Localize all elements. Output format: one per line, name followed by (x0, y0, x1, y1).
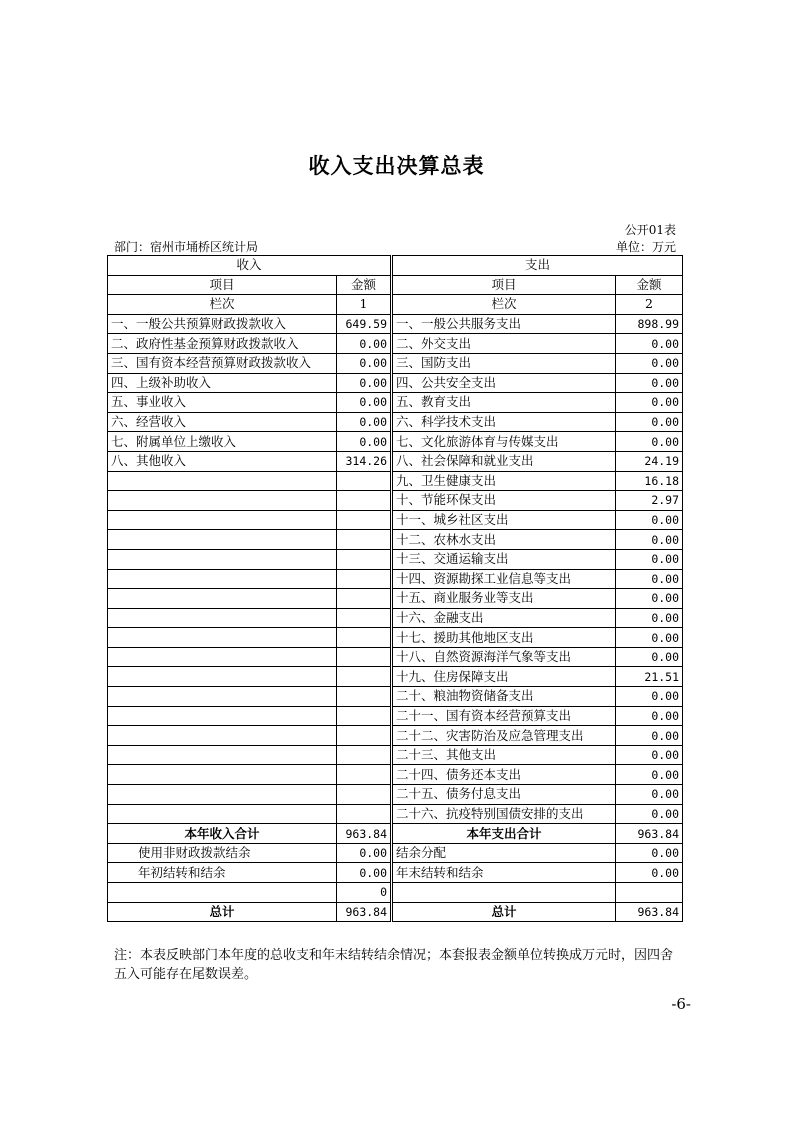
income-item (108, 706, 337, 726)
income-item (108, 491, 337, 511)
expense-item: 十六、金融支出 (392, 608, 616, 628)
income-item: 五、事业收入 (108, 393, 337, 413)
expense-item: 三、国防支出 (392, 353, 616, 373)
income-item (108, 589, 337, 609)
expense-amount: 16.18 (616, 471, 683, 491)
department-label: 部门：宿州市埇桥区统计局 (114, 240, 259, 254)
income-amount: 0.00 (337, 432, 392, 452)
income-amount (337, 530, 392, 550)
table-row (108, 765, 683, 785)
expense-item: 十四、资源勘探工业信息等支出 (392, 569, 616, 589)
expense-amount: 0.00 (616, 510, 683, 530)
income-total-label: 本年收入合计 (108, 824, 337, 844)
income-item (108, 667, 337, 687)
income-expense-table (107, 255, 683, 922)
expense-item: 十、节能环保支出 (392, 491, 616, 511)
income-total-amount: 963.84 (337, 824, 392, 844)
income-amount (337, 628, 392, 648)
begin-balance-label: 年初结转和结余 (108, 863, 337, 883)
header-row-column-numbers (108, 295, 683, 315)
expense-item: 二十一、国有资本经营预算支出 (392, 706, 616, 726)
income-item (108, 647, 337, 667)
expense-amount: 24.19 (616, 451, 683, 471)
income-item: 二、政府性基金预算财政拨款收入 (108, 334, 337, 354)
income-item (108, 745, 337, 765)
income-item (108, 549, 337, 569)
table-row (108, 667, 683, 687)
income-amount (337, 491, 392, 511)
income-item: 一、一般公共预算财政拨款收入 (108, 314, 337, 334)
table-row (108, 471, 683, 491)
table-row (108, 530, 683, 550)
expense-total-label: 本年支出合计 (392, 824, 616, 844)
end-balance-amount: 0.00 (616, 863, 683, 883)
page-number: -6- (671, 995, 691, 1013)
expense-total-amount: 963.84 (616, 824, 683, 844)
expense-item: 五、教育支出 (392, 393, 616, 413)
grand-total-income-label: 总计 (108, 902, 337, 922)
expense-amount: 2.97 (616, 491, 683, 511)
income-header: 收入 (108, 256, 392, 276)
income-amount (337, 549, 392, 569)
expense-item: 二、外交支出 (392, 334, 616, 354)
expense-amount: 0.00 (616, 726, 683, 746)
table-row (108, 863, 683, 883)
income-item (108, 628, 337, 648)
table-row (108, 589, 683, 609)
expense-item: 四、公共安全支出 (392, 373, 616, 393)
table-row (108, 393, 683, 413)
table-row (108, 883, 683, 903)
expense-item: 二十六、抗疫特别国债安排的支出 (392, 804, 616, 824)
table-row (108, 608, 683, 628)
expense-amount: 0.00 (616, 432, 683, 452)
expense-item: 十五、商业服务业等支出 (392, 589, 616, 609)
expense-amount: 898.99 (616, 314, 683, 334)
non-fiscal-label: 使用非财政拨款结余 (108, 843, 337, 863)
expense-item: 十八、自然资源海洋气象等支出 (392, 647, 616, 667)
income-amount (337, 687, 392, 707)
expense-amount: 0.00 (616, 353, 683, 373)
income-item (108, 471, 337, 491)
income-item (108, 530, 337, 550)
income-column-number: 1 (337, 295, 392, 315)
table-row (108, 432, 683, 452)
income-amount (337, 726, 392, 746)
page-title: 收入支出决算总表 (308, 154, 485, 178)
non-fiscal-amount: 0.00 (337, 843, 392, 863)
income-item (108, 804, 337, 824)
expense-item: 十三、交通运输支出 (392, 549, 616, 569)
table-row (108, 569, 683, 589)
expense-item: 二十四、债务还本支出 (392, 765, 616, 785)
expense-item: 九、卫生健康支出 (392, 471, 616, 491)
table-row (108, 785, 683, 805)
income-amount: 0.00 (337, 412, 392, 432)
income-amount: 314.26 (337, 451, 392, 471)
income-amount (337, 785, 392, 805)
income-amount: 0.00 (337, 373, 392, 393)
expense-amount: 0.00 (616, 785, 683, 805)
table-row (108, 647, 683, 667)
header-row-columns (108, 275, 683, 295)
table-row (108, 628, 683, 648)
income-item: 六、经营收入 (108, 412, 337, 432)
expense-item-header: 项目 (392, 275, 616, 295)
expense-item: 六、科学技术支出 (392, 412, 616, 432)
income-amount (337, 804, 392, 824)
income-item (108, 608, 337, 628)
grand-total-income: 963.84 (337, 902, 392, 922)
expense-amount: 0.00 (616, 589, 683, 609)
income-amount (337, 706, 392, 726)
expense-header: 支出 (392, 256, 683, 276)
grand-total-expense: 963.84 (616, 902, 683, 922)
income-item (108, 785, 337, 805)
expense-item: 十一、城乡社区支出 (392, 510, 616, 530)
end-balance-label: 年末结转和结余 (392, 863, 616, 883)
income-amount (337, 765, 392, 785)
income-amount (337, 608, 392, 628)
table-row (108, 745, 683, 765)
expense-item: 十九、住房保障支出 (392, 667, 616, 687)
income-amount: 0.00 (337, 393, 392, 413)
expense-item: 八、社会保障和就业支出 (392, 451, 616, 471)
table-row (108, 706, 683, 726)
expense-amount: 0.00 (616, 569, 683, 589)
table-row (108, 687, 683, 707)
grand-total-row (108, 902, 683, 922)
table-row (108, 510, 683, 530)
table-row (108, 334, 683, 354)
grand-total-expense-label: 总计 (392, 902, 616, 922)
table-row (108, 314, 683, 334)
income-amount: 0.00 (337, 334, 392, 354)
income-amount (337, 667, 392, 687)
surplus-distribution-amount: 0.00 (616, 843, 683, 863)
table-row (108, 804, 683, 824)
expense-amount: 0.00 (616, 745, 683, 765)
expense-amount: 0.00 (616, 373, 683, 393)
table-row (108, 843, 683, 863)
table-row (108, 412, 683, 432)
income-item (108, 726, 337, 746)
expense-amount: 0.00 (616, 412, 683, 432)
table-row (108, 726, 683, 746)
blank-cell (108, 883, 337, 903)
table-row (108, 373, 683, 393)
blank-cell (392, 883, 616, 903)
income-amount (337, 510, 392, 530)
expense-item: 二十五、债务付息支出 (392, 785, 616, 805)
expense-amount: 0.00 (616, 530, 683, 550)
income-item: 七、附属单位上缴收入 (108, 432, 337, 452)
header-row-section (108, 256, 683, 276)
expense-amount: 21.51 (616, 667, 683, 687)
table-row (108, 491, 683, 511)
income-amount (337, 647, 392, 667)
income-amount (337, 569, 392, 589)
income-amount (337, 745, 392, 765)
blank-amount: 0 (337, 883, 392, 903)
blank-cell (616, 883, 683, 903)
income-item: 三、国有资本经营预算财政拨款收入 (108, 353, 337, 373)
expense-item: 二十三、其他支出 (392, 745, 616, 765)
income-amount (337, 589, 392, 609)
income-item (108, 510, 337, 530)
table-row (108, 451, 683, 471)
expense-amount-header: 金额 (616, 275, 683, 295)
expense-amount: 0.00 (616, 687, 683, 707)
expense-amount: 0.00 (616, 706, 683, 726)
income-item (108, 765, 337, 785)
begin-balance-amount: 0.00 (337, 863, 392, 883)
expense-amount: 0.00 (616, 647, 683, 667)
income-amount: 0.00 (337, 353, 392, 373)
expense-item: 二十、粮油物资储备支出 (392, 687, 616, 707)
expense-amount: 0.00 (616, 608, 683, 628)
expense-amount: 0.00 (616, 804, 683, 824)
expense-item: 七、文化旅游体育与传媒支出 (392, 432, 616, 452)
expense-amount: 0.00 (616, 765, 683, 785)
income-item-header: 项目 (108, 275, 337, 295)
income-item: 四、上级补助收入 (108, 373, 337, 393)
total-row (108, 824, 683, 844)
surplus-distribution-label: 结余分配 (392, 843, 616, 863)
table-row (108, 549, 683, 569)
expense-column-label: 栏次 (392, 295, 616, 315)
income-amount: 649.59 (337, 314, 392, 334)
income-item (108, 569, 337, 589)
expense-item: 一、一般公共服务支出 (392, 314, 616, 334)
footnote: 注：本表反映部门本年度的总收支和年末结转结余情况；本套报表金额单位转换成万元时，因四舍五入可能存在尾数误差。 (114, 948, 674, 982)
income-amount (337, 471, 392, 491)
expense-item: 十七、援助其他地区支出 (392, 628, 616, 648)
income-item (108, 687, 337, 707)
expense-amount: 0.00 (616, 628, 683, 648)
income-item: 八、其他收入 (108, 451, 337, 471)
expense-amount: 0.00 (616, 393, 683, 413)
expense-amount: 0.00 (616, 549, 683, 569)
income-column-label: 栏次 (108, 295, 337, 315)
table-row (108, 353, 683, 373)
unit-label: 单位：万元 (615, 240, 676, 254)
expense-item: 十二、农林水支出 (392, 530, 616, 550)
expense-amount: 0.00 (616, 334, 683, 354)
expense-item: 二十二、灾害防治及应急管理支出 (392, 726, 616, 746)
income-amount-header: 金额 (337, 275, 392, 295)
form-code: 公开01表 (624, 223, 676, 237)
expense-column-number: 2 (616, 295, 683, 315)
